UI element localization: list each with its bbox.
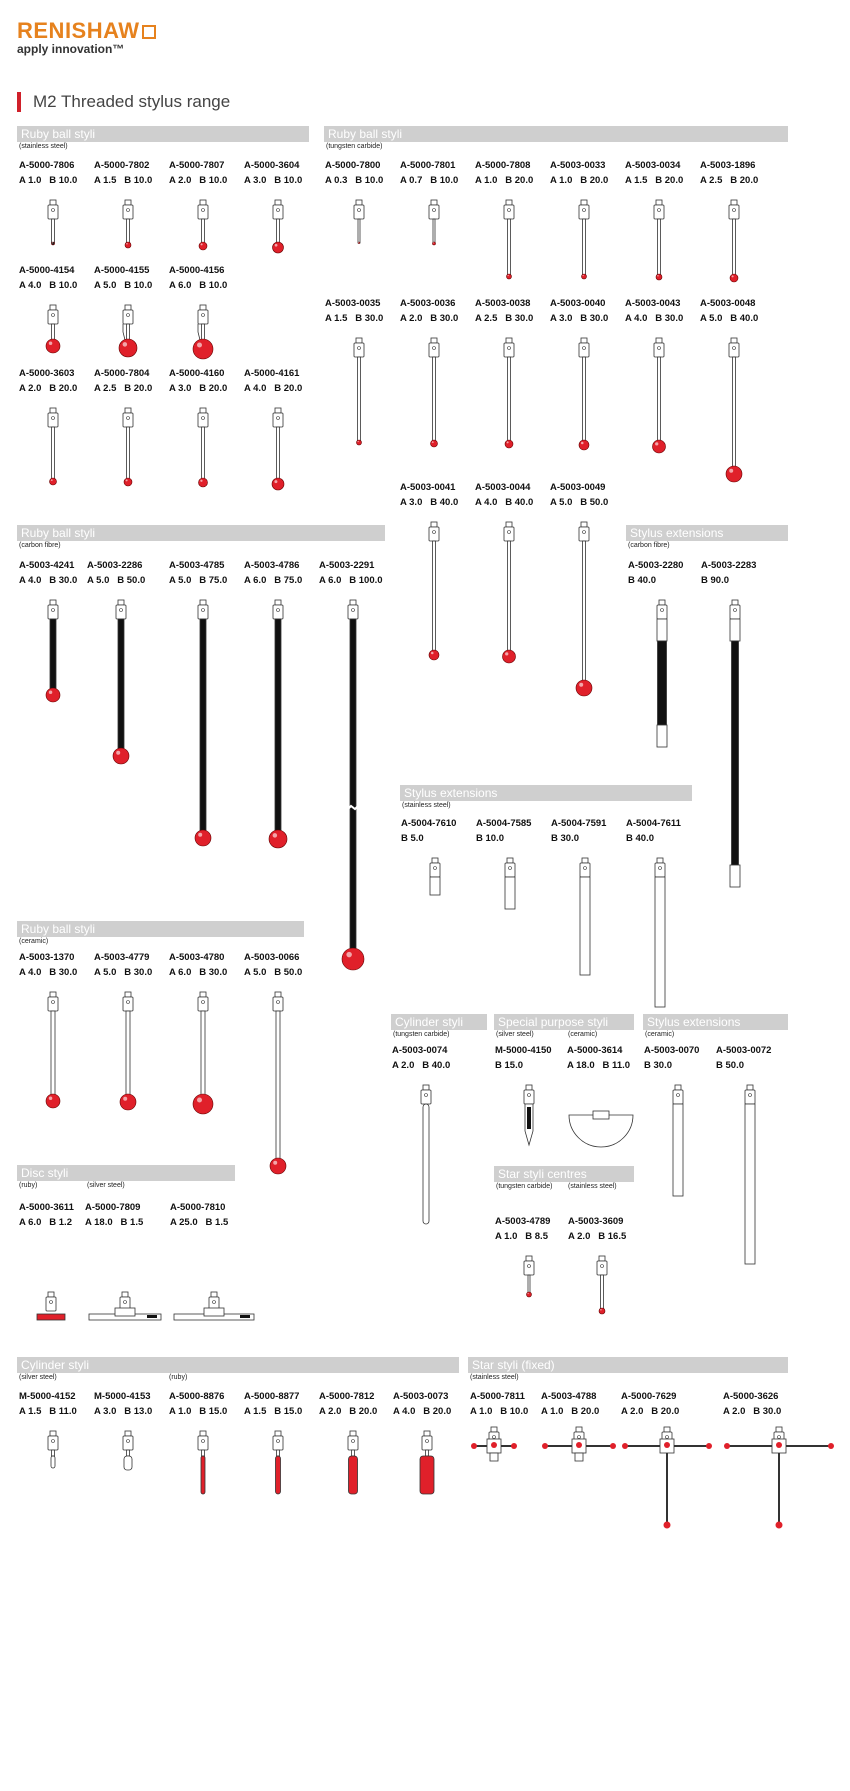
section-ruby-cf-sub: (carbon fibre) (19, 542, 61, 549)
item-dimensions: A 25.0 B 1.5 (170, 1217, 229, 1228)
item-code: A-5003-3609 (568, 1216, 624, 1227)
item-dimensions: A 1.5 B 30.0 (325, 313, 384, 324)
section-ruby-ss-sub: (stainless steel) (19, 143, 68, 150)
item-dimensions: A 1.0 B 8.5 (495, 1231, 548, 1242)
item-code: A-5000-7808 (475, 160, 531, 171)
item-code: A-5000-8877 (244, 1391, 300, 1402)
item-code: A-5003-0036 (400, 298, 456, 309)
item-code: A-5004-7610 (401, 818, 457, 829)
item-code: A-5000-3611 (19, 1202, 74, 1213)
item-code: M-5000-4150 (495, 1045, 552, 1056)
item-dimensions: A 3.0 B 20.0 (169, 383, 228, 394)
section-disc-header: Disc styli (17, 1165, 235, 1181)
item-dimensions: A 1.0 B 20.0 (541, 1406, 600, 1417)
item-code: A-5000-7812 (319, 1391, 375, 1402)
item-dimensions: A 4.0 B 20.0 (393, 1406, 452, 1417)
item-code: A-5000-7807 (169, 160, 225, 171)
item-code: A-5000-4161 (244, 368, 300, 379)
item-dimensions: A 18.0 B 11.0 (567, 1060, 631, 1071)
item-dimensions: A 1.5 B 20.0 (625, 175, 684, 186)
item-code: A-5003-1370 (19, 952, 75, 963)
item-code: A-5003-0074 (392, 1045, 448, 1056)
item-code: A-5000-7806 (19, 160, 75, 171)
page-title: M2 Threaded stylus range (17, 92, 230, 112)
section-ruby-tc-sub: (tungsten carbide) (326, 143, 383, 150)
section-ext-ss-header: Stylus extensions (400, 785, 692, 801)
item-dimensions: A 1.0 B 10.0 (470, 1406, 529, 1417)
item-dimensions: B 30.0 (551, 833, 579, 844)
item-code: A-5003-0043 (625, 298, 681, 309)
item-dimensions: A 5.0 B 50.0 (244, 967, 303, 978)
item-code: A-5000-4156 (169, 265, 225, 276)
stylus-drawing-30 (319, 600, 409, 960)
section-cyl-ss-sub2: (ruby) (169, 1374, 188, 1381)
item-code: A-5000-3604 (244, 160, 300, 171)
item-code: A-5003-2286 (87, 560, 143, 571)
item-code: A-5003-2283 (701, 560, 757, 571)
item-dimensions: A 4.0 B 30.0 (625, 313, 684, 324)
item-dimensions: A 0.7 B 10.0 (400, 175, 459, 186)
item-dimensions: A 2.0 B 30.0 (400, 313, 459, 324)
item-code: A-5004-7591 (551, 818, 607, 829)
section-special-header: Special purpose styli (494, 1014, 634, 1030)
item-dimensions: B 5.0 (401, 833, 424, 844)
logo-mark-icon (142, 25, 156, 39)
section-ext-cf-sub: (carbon fibre) (628, 542, 670, 549)
item-dimensions: B 40.0 (626, 833, 654, 844)
item-dimensions: A 1.0 B 20.0 (550, 175, 609, 186)
item-dimensions: A 6.0 B 100.0 (319, 575, 383, 586)
section-star-fixed-header: Star styli (fixed) (468, 1357, 788, 1373)
section-ext-ce-header: Stylus extensions (643, 1014, 788, 1030)
item-code: A-5004-7585 (476, 818, 532, 829)
section-star-centres-sub1: (tungsten carbide) (496, 1183, 553, 1190)
item-dimensions: A 5.0 B 50.0 (87, 575, 146, 586)
item-code: A-5003-0048 (700, 298, 756, 309)
item-dimensions: B 40.0 (628, 575, 656, 586)
section-ruby-tc-header: Ruby ball styli (324, 126, 788, 142)
item-code: A-5003-4785 (169, 560, 225, 571)
item-dimensions: A 1.0 B 20.0 (475, 175, 534, 186)
section-disc-sub2: (silver steel) (87, 1182, 125, 1189)
item-code: A-5000-4154 (19, 265, 75, 276)
item-code: A-5000-7802 (94, 160, 150, 171)
item-code: A-5003-0073 (393, 1391, 449, 1402)
item-dimensions: A 2.0 B 20.0 (319, 1406, 378, 1417)
item-dimensions: A 2.0 B 20.0 (621, 1406, 680, 1417)
section-cyl-ss-header: Cylinder styli (17, 1357, 459, 1373)
item-code: A-5000-7800 (325, 160, 381, 171)
item-dimensions: A 5.0 B 30.0 (94, 967, 153, 978)
item-dimensions: A 4.0 B 40.0 (475, 497, 534, 508)
section-cyl-ss-sub1: (silver steel) (19, 1374, 57, 1381)
item-code: A-5003-1896 (700, 160, 756, 171)
item-dimensions: A 6.0 B 1.2 (19, 1217, 72, 1228)
item-code: A-5003-0034 (625, 160, 681, 171)
section-ext-cf-header: Stylus extensions (626, 525, 788, 541)
stylus-drawing-59 (621, 1399, 711, 1759)
item-code: A-5003-0040 (550, 298, 606, 309)
item-code: A-5000-4155 (94, 265, 150, 276)
item-dimensions: A 0.3 B 10.0 (325, 175, 384, 186)
item-dimensions: B 50.0 (716, 1060, 744, 1071)
item-dimensions: A 2.0 B 16.5 (568, 1231, 627, 1242)
item-dimensions: A 2.0 B 40.0 (392, 1060, 451, 1071)
item-dimensions: B 90.0 (701, 575, 729, 586)
stylus-drawing-60 (723, 1399, 813, 1759)
item-code: A-5000-3626 (723, 1391, 779, 1402)
item-dimensions: B 10.0 (476, 833, 504, 844)
item-code: M-5000-4153 (94, 1391, 151, 1402)
item-dimensions: A 6.0 B 75.0 (244, 575, 303, 586)
section-cyl-tc-sub: (tungsten carbide) (393, 1031, 450, 1038)
section-special-sub1: (silver steel) (496, 1031, 534, 1038)
item-dimensions: A 3.0 B 30.0 (550, 313, 609, 324)
section-ruby-cf-header: Ruby ball styli (17, 525, 385, 541)
item-dimensions: A 1.5 B 15.0 (244, 1406, 303, 1417)
item-code: A-5003-4241 (19, 560, 75, 571)
item-code: A-5003-2291 (319, 560, 375, 571)
item-dimensions: A 3.0 B 10.0 (244, 175, 303, 186)
item-dimensions: A 4.0 B 10.0 (19, 280, 78, 291)
item-dimensions: A 2.0 B 30.0 (723, 1406, 782, 1417)
item-dimensions: A 4.0 B 20.0 (244, 383, 303, 394)
item-code: A-5000-8876 (169, 1391, 225, 1402)
item-code: A-5003-0038 (475, 298, 531, 309)
item-dimensions: A 2.0 B 10.0 (169, 175, 228, 186)
section-ruby-ss-header: Ruby ball styli (17, 126, 309, 142)
item-dimensions: A 1.5 B 11.0 (19, 1406, 77, 1417)
section-star-fixed-sub: (stainless steel) (470, 1374, 519, 1381)
item-code: A-5003-4786 (244, 560, 300, 571)
item-dimensions: A 5.0 B 40.0 (700, 313, 759, 324)
item-code: A-5003-2280 (628, 560, 684, 571)
stylus-drawing-58 (541, 1399, 631, 1759)
item-code: A-5000-7810 (170, 1202, 226, 1213)
section-ext-ce-sub: (ceramic) (645, 1031, 675, 1038)
item-code: A-5003-0033 (550, 160, 606, 171)
stylus-drawing-27 (87, 600, 177, 960)
item-code: A-5003-0035 (325, 298, 381, 309)
item-code: A-5000-3603 (19, 368, 75, 379)
item-code: A-5003-4788 (541, 1391, 597, 1402)
item-dimensions: A 6.0 B 10.0 (169, 280, 228, 291)
section-cyl-tc-header: Cylinder styli (391, 1014, 487, 1030)
item-code: A-5000-7811 (470, 1391, 525, 1402)
item-code: A-5003-0066 (244, 952, 300, 963)
item-code: A-5003-0072 (716, 1045, 772, 1056)
item-code: A-5000-7809 (85, 1202, 141, 1213)
item-dimensions: A 1.5 B 10.0 (94, 175, 153, 186)
section-disc-sub1: (ruby) (19, 1182, 38, 1189)
item-code: A-5003-0070 (644, 1045, 700, 1056)
item-dimensions: A 2.0 B 20.0 (19, 383, 78, 394)
section-star-centres-header: Star styli centres (494, 1166, 634, 1182)
brand-tagline: apply innovation™ (17, 42, 125, 56)
item-dimensions: A 2.5 B 20.0 (700, 175, 759, 186)
item-dimensions: A 5.0 B 10.0 (94, 280, 153, 291)
item-dimensions: A 3.0 B 13.0 (94, 1406, 153, 1417)
item-dimensions: A 6.0 B 30.0 (169, 967, 228, 978)
item-dimensions: A 4.0 B 30.0 (19, 967, 78, 978)
item-code: A-5000-4160 (169, 368, 225, 379)
item-dimensions: A 18.0 B 1.5 (85, 1217, 144, 1228)
item-dimensions: A 5.0 B 75.0 (169, 575, 228, 586)
item-dimensions: A 1.0 B 15.0 (169, 1406, 228, 1417)
section-special-sub2: (ceramic) (568, 1031, 598, 1038)
item-code: A-5003-0049 (550, 482, 606, 493)
item-dimensions: B 30.0 (644, 1060, 672, 1071)
item-code: A-5003-4780 (169, 952, 225, 963)
item-code: A-5000-3614 (567, 1045, 623, 1056)
item-code: A-5003-0041 (400, 482, 456, 493)
item-dimensions: A 1.0 B 10.0 (19, 175, 78, 186)
section-star-centres-sub2: (stainless steel) (568, 1183, 617, 1190)
item-code: A-5000-7629 (621, 1391, 677, 1402)
item-code: A-5003-0044 (475, 482, 531, 493)
item-dimensions: A 3.0 B 40.0 (400, 497, 459, 508)
section-ruby-ce-header: Ruby ball styli (17, 921, 304, 937)
renishaw-logo (17, 18, 156, 56)
section-ext-ss-sub: (stainless steel) (402, 802, 451, 809)
item-dimensions: A 5.0 B 50.0 (550, 497, 609, 508)
item-dimensions: A 2.5 B 20.0 (94, 383, 153, 394)
item-dimensions: A 2.5 B 30.0 (475, 313, 534, 324)
section-ruby-ce-sub: (ceramic) (19, 938, 49, 945)
item-code: A-5003-4779 (94, 952, 150, 963)
brand-name: RENISHAW (17, 18, 140, 43)
item-dimensions: A 4.0 B 30.0 (19, 575, 78, 586)
item-code: M-5000-4152 (19, 1391, 76, 1402)
item-code: A-5004-7611 (626, 818, 681, 829)
item-code: A-5003-4789 (495, 1216, 551, 1227)
item-code: A-5000-7801 (400, 160, 456, 171)
item-dimensions: B 15.0 (495, 1060, 523, 1071)
item-code: A-5000-7804 (94, 368, 150, 379)
